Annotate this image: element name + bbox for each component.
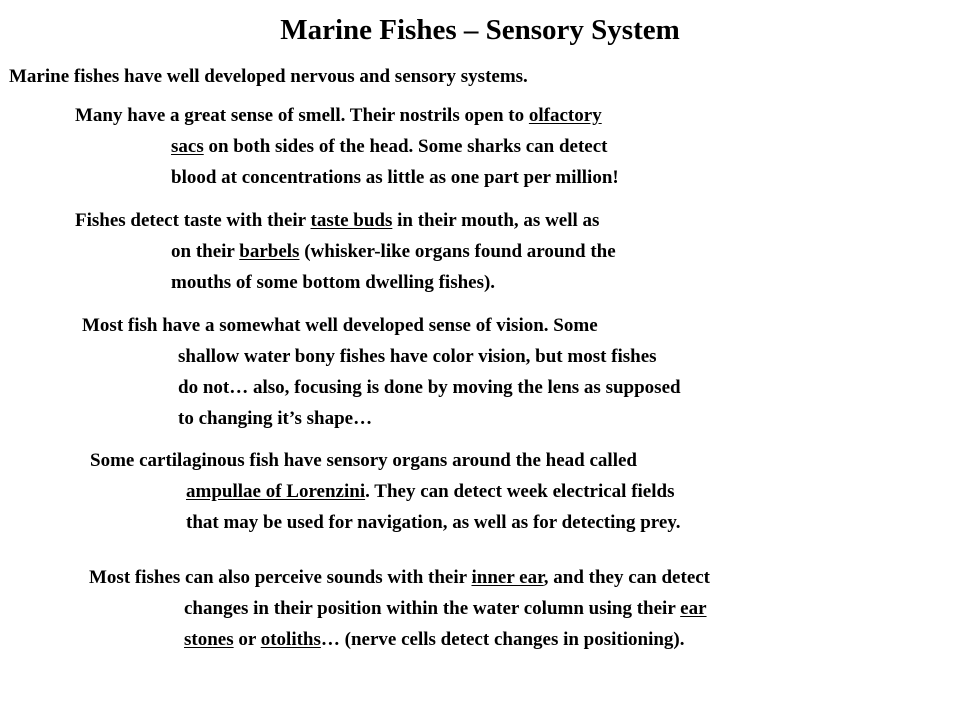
term-ear: ear: [680, 598, 707, 619]
hearing-line-3-text-b: … (nerve cells detect changes in positioning).: [320, 629, 685, 650]
smell-line-3: blood at concentrations as little as one part per million!: [171, 167, 619, 188]
taste-paragraph: [75, 205, 616, 298]
taste-line-2-text-b: (whisker-like organs found around the: [299, 241, 616, 262]
smell-paragraph: [75, 100, 619, 193]
smell-line-1-text: Many have a great sense of smell. Their nostrils open to: [75, 105, 529, 126]
smell-line-2-text: on both sides of the head. Some sharks can detect: [203, 136, 608, 157]
taste-line-1: [75, 205, 616, 236]
taste-line-2: [75, 236, 616, 267]
term-otoliths: otoliths: [260, 629, 321, 650]
hearing-line-3-text-a: or: [233, 629, 261, 650]
hearing-line-1: [89, 562, 710, 593]
taste-line-1-text-a: Fishes detect taste with their: [75, 210, 311, 231]
hearing-line-2: [89, 593, 710, 624]
hearing-line-2-text: changes in their position within the water column using their: [184, 598, 681, 619]
taste-line-2-text-a: on their: [171, 241, 240, 262]
hearing-line-1-text-a: Most fishes can also perceive sounds with their: [89, 567, 472, 588]
electro-line-1: Some cartilaginous fish have sensory organs around the head called: [90, 450, 637, 471]
hearing-line-3: [89, 624, 710, 655]
hearing-paragraph: [89, 562, 710, 655]
intro-text: Marine fishes have well developed nervous and sensory systems.: [9, 66, 528, 87]
term-ampullae-of-lorenzini: ampullae of Lorenzini: [186, 481, 366, 502]
electro-line-2-text: . They can detect week electrical fields: [365, 481, 675, 502]
smell-line-1: [75, 100, 619, 131]
term-stones: stones: [184, 629, 234, 650]
taste-line-1-text-b: in their mouth, as well as: [392, 210, 600, 231]
term-olfactory: olfactory: [528, 105, 602, 126]
electro-line-2: [90, 476, 681, 507]
vision-line-2: shallow water bony fishes have color vision, but most fishes: [178, 346, 657, 367]
vision-line-3: do not… also, focusing is done by moving the lens as supposed: [178, 377, 681, 398]
taste-line-3: mouths of some bottom dwelling fishes).: [171, 272, 496, 293]
electro-line-3: that may be used for navigation, as well as for detecting prey.: [186, 512, 681, 533]
term-barbels: barbels: [239, 241, 300, 262]
hearing-line-1-text-b: , and they can detect: [543, 567, 711, 588]
vision-line-4: to changing it’s shape…: [178, 408, 373, 429]
electro-paragraph: [90, 445, 681, 538]
slide-title: Marine Fishes – Sensory System: [280, 14, 680, 46]
term-taste-buds: taste buds: [310, 210, 393, 231]
smell-line-2: [75, 131, 619, 162]
vision-paragraph: [82, 310, 681, 434]
term-inner-ear: inner ear: [471, 567, 544, 588]
vision-line-1: Most fish have a somewhat well developed sense of vision. Some: [82, 315, 598, 336]
term-sacs: sacs: [171, 136, 204, 157]
